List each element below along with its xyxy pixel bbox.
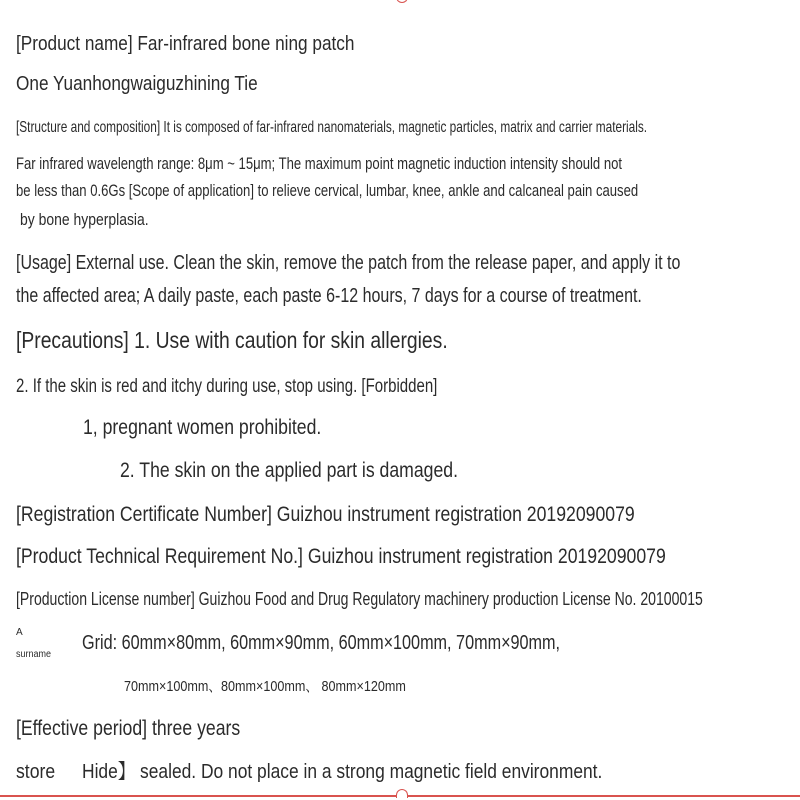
top-edge-mark bbox=[396, 0, 408, 3]
usage-line-2: the affected area; A daily paste, each paste 6-12 hours, 7 days for a course of treatment. bbox=[16, 285, 642, 307]
wavelength-line-1: Far infrared wavelength range: 8μm ~ 15μm; The maximum point magnetic induction intensity should not bbox=[16, 154, 623, 173]
precautions-line: [Precautions] 1. Use with caution for skin allergies. bbox=[16, 327, 448, 353]
technical-requirement-line: [Product Technical Requirement No.] Guizhou instrument registration 20192090079 bbox=[16, 545, 666, 568]
forbidden-1-line: 1, pregnant women prohibited. bbox=[83, 416, 322, 439]
pinyin-name-line: One Yuanhongwaiguzhining Tie bbox=[16, 73, 258, 95]
forbidden-2-line: 2. The skin on the applied part is damaged. bbox=[120, 459, 458, 482]
spec-label-a: A bbox=[16, 627, 23, 638]
effective-period-line: [Effective period] three years bbox=[16, 717, 241, 740]
production-license-line: [Production License number] Guizhou Food and Drug Regulatory machinery production License No. 20100015 bbox=[16, 589, 703, 609]
wavelength-line-3: by bone hyperplasia. bbox=[20, 210, 149, 229]
store-text: Hide】 sealed. Do not place in a strong magnetic field environment. bbox=[82, 761, 603, 783]
grid-sizes-line-1: Grid: 60mm×80mm, 60mm×90mm, 60mm×100mm, 70mm×90mm, bbox=[82, 632, 561, 654]
registration-certificate-line: [Registration Certificate Number] Guizhou instrument registration 20192090079 bbox=[16, 503, 635, 526]
wavelength-line-2: be less than 0.6Gs [Scope of application] to relieve cervical, lumbar, knee, ankle and calcaneal pain caused bbox=[16, 181, 639, 200]
usage-line-1: [Usage] External use. Clean the skin, remove the patch from the release paper, and apply it to bbox=[16, 252, 681, 274]
bottom-edge-mark bbox=[396, 789, 408, 798]
structure-composition-line: [Structure and composition] It is composed of far-infrared nanomaterials, magnetic particles, matrix and carrier materials. bbox=[16, 119, 648, 136]
product-name-line: [Product name] Far-infrared bone ning patch bbox=[16, 33, 355, 55]
spec-label-surname: surname bbox=[16, 649, 52, 660]
grid-sizes-line-2: 70mm×100mm、80mm×100mm、 80mm×120mm bbox=[124, 678, 406, 695]
precaution-2-line: 2. If the skin is red and itchy during use, stop using. [Forbidden] bbox=[16, 376, 438, 397]
store-label: store bbox=[16, 761, 56, 783]
